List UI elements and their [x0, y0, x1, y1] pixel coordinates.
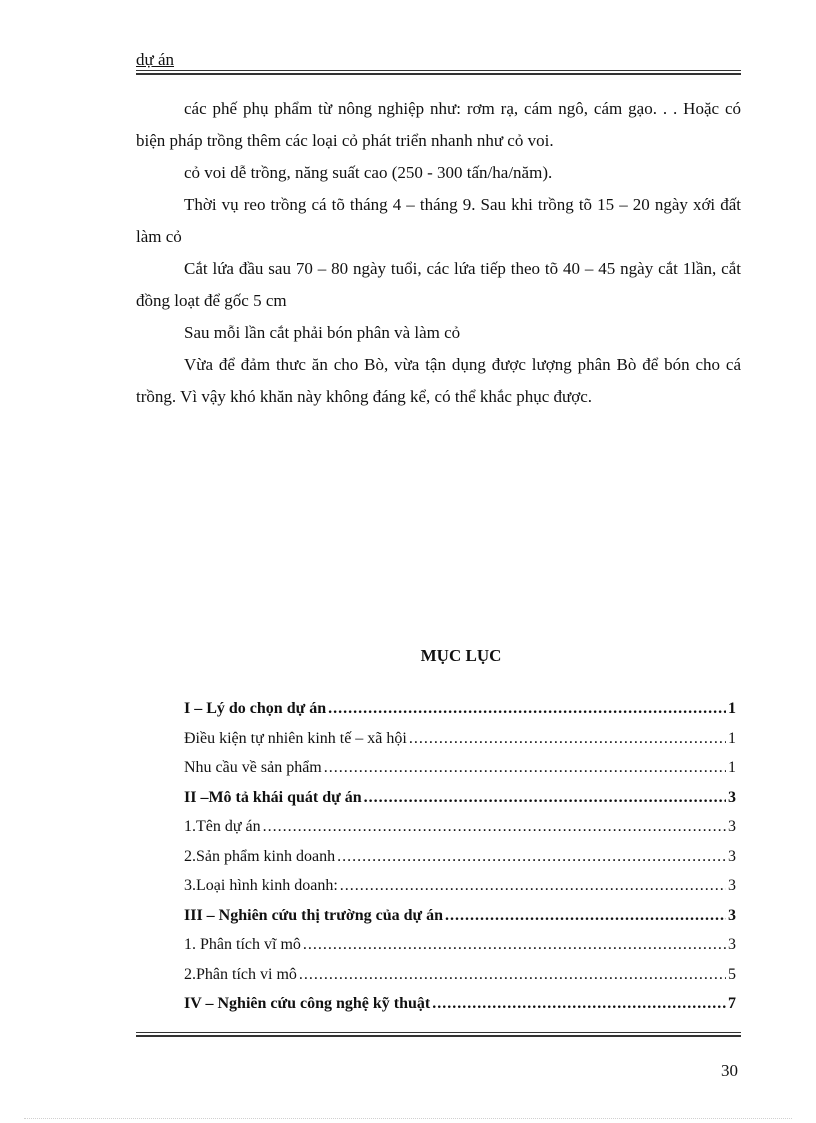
toc-entry-label: IV – Nghiên cứu công nghệ kỹ thuật [184, 995, 431, 1012]
toc-entry[interactable] [184, 877, 736, 907]
paragraph: Thời vụ reo trồng cá tõ tháng 4 – tháng 9. Sau khi trồng tõ 15 – 20 ngày xới đất làm cỏ [136, 195, 741, 246]
toc-entry-page: 3 [728, 877, 736, 894]
toc-leader [337, 848, 726, 866]
toc-leader [303, 936, 726, 954]
toc-entry[interactable] [184, 789, 736, 819]
toc-entry-label: 1. Phân tích vĩ mô [184, 936, 301, 953]
toc-heading: MỤC LỤC [420, 646, 502, 665]
toc-leader [328, 700, 726, 718]
paragraph: các phế phụ phẩm từ nông nghiệp như: rơm rạ, cám ngô, cám gạo. . . Hoặc có biện pháp trồng thêm các loại cỏ phát triển nhanh như cỏ voi. [136, 99, 741, 150]
toc-entry[interactable] [184, 700, 736, 730]
toc-entry-label: 2.Phân tích vi mô [184, 965, 297, 983]
toc-entry-page: 3 [728, 788, 736, 806]
toc-entry[interactable] [184, 759, 736, 789]
toc-entry-page: 1 [728, 700, 736, 717]
toc-entry-page: 1 [728, 729, 736, 747]
paragraph: cỏ voi dễ trồng, năng suất cao (250 - 300 tấn/ha/năm). [184, 163, 553, 182]
body-text [136, 93, 741, 413]
table-of-contents [184, 700, 736, 1025]
toc-entry-page: 7 [728, 995, 736, 1012]
toc-entry-label: I – Lý do chọn dự án [184, 700, 327, 717]
paragraph: Sau mỗi lần cắt phải bón phân và làm cỏ [184, 323, 461, 342]
toc-entry-page: 3 [728, 847, 736, 865]
toc-entry-page: 3 [728, 936, 736, 953]
paragraph: Cắt lứa đầu sau 70 – 80 ngày tuổi, các lứa tiếp theo tõ 40 – 45 ngày cắt 1lần, cắt đồng loạt để gốc 5 cm [136, 259, 741, 310]
toc-entry-page: 5 [728, 965, 736, 983]
toc-entry[interactable] [184, 848, 736, 878]
toc-leader [364, 789, 726, 807]
toc-entry-label: II –Mô tả khái quát dự án [184, 788, 362, 806]
paragraph: Vừa để đảm thưc ăn cho Bò, vừa tận dụng được lượng phân Bò để bón cho cá trồng. Vì vậy khó khăn này không đáng kể, có thể khắc phục được. [136, 355, 741, 406]
toc-leader [445, 907, 726, 925]
toc-entry-label: III – Nghiên cứu thị trường của dự án [184, 906, 444, 924]
toc-entry[interactable] [184, 907, 736, 937]
toc-leader [299, 966, 726, 984]
toc-entry-label: Nhu cầu về sản phẩm [184, 759, 322, 776]
toc-entry[interactable] [184, 818, 736, 848]
toc-leader [263, 818, 726, 836]
toc-entry-label: 1.Tên dự án [184, 818, 261, 835]
toc-entry[interactable] [184, 730, 736, 760]
toc-entry[interactable] [184, 966, 736, 996]
page-edge-divider [24, 1118, 792, 1119]
page-number: 30 [721, 1061, 738, 1080]
toc-leader [324, 759, 726, 777]
toc-entry-label: Điều kiện tự nhiên kinh tế – xã hội [184, 729, 407, 747]
header-title: dự án [136, 50, 175, 69]
toc-entry-page: 3 [728, 818, 736, 835]
toc-entry-page: 1 [728, 759, 736, 776]
toc-entry-label: 2.Sản phẩm kinh doanh [184, 847, 336, 865]
toc-entry[interactable] [184, 995, 736, 1025]
toc-leader [409, 730, 726, 748]
toc-leader [432, 995, 726, 1013]
toc-leader [340, 877, 726, 895]
toc-entry[interactable] [184, 936, 736, 966]
header-rule [136, 70, 741, 75]
toc-entry-label: 3.Loại hình kinh doanh: [184, 877, 338, 894]
toc-entry-page: 3 [728, 906, 736, 924]
footer-rule [136, 1032, 741, 1037]
